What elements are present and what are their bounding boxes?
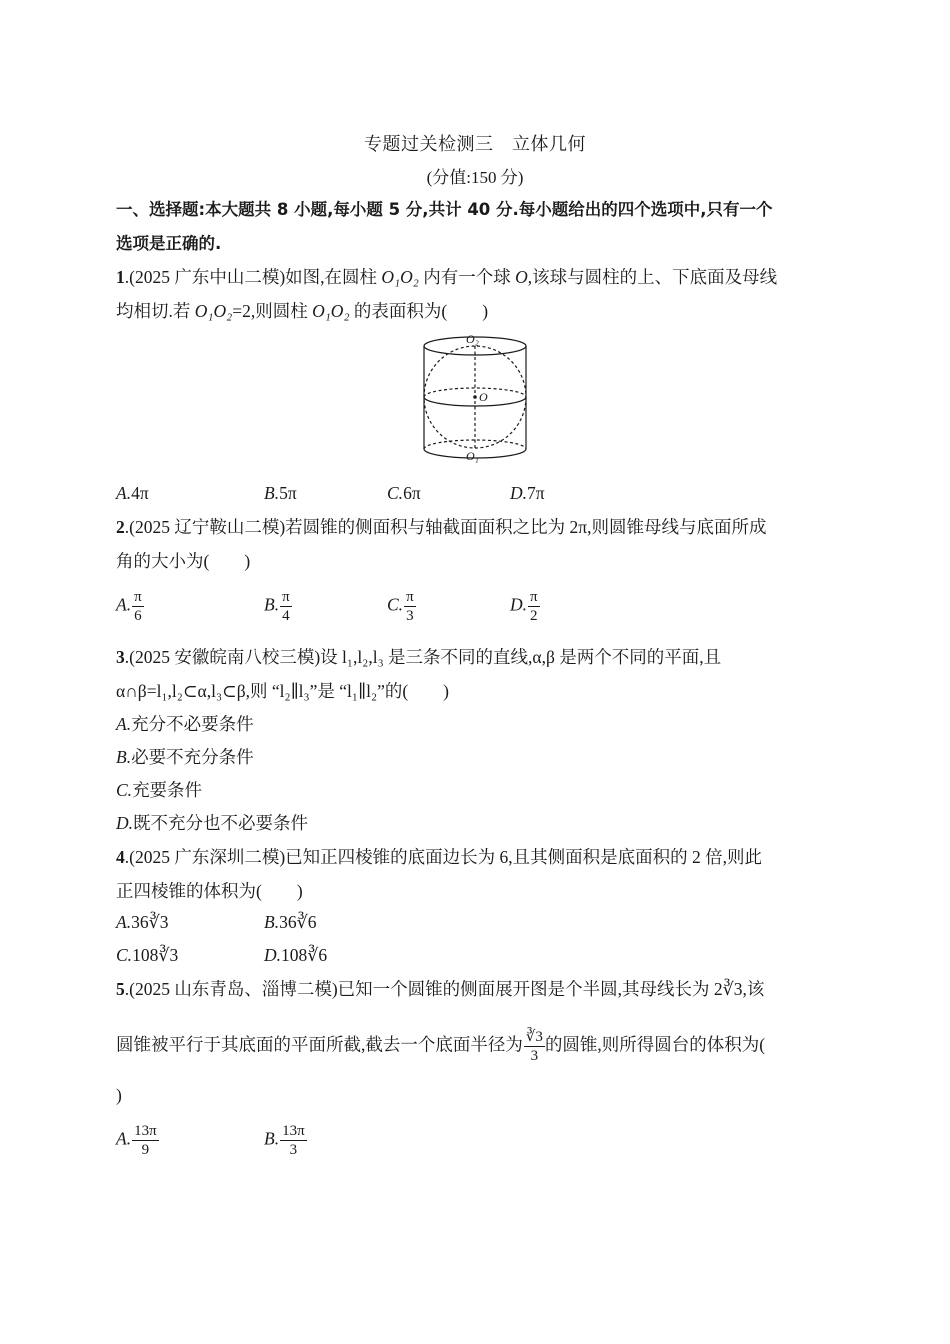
q4-option-a: A.36∛3 [116,912,169,932]
q1-line1 [116,265,777,289]
q4-option-c: C.108∛3 [116,945,179,965]
label-o1: O₁ [466,449,479,463]
q1-o1o2: O₁O₂ [381,267,419,287]
q3-option-c-value: 充要条件 [132,780,203,800]
q1-option-b-value: 5π [279,483,297,503]
q1-option-c-value: 6π [403,483,421,503]
q4-option-d-value: 108∛6 [281,945,328,965]
q1-text: 如图,在圆柱 [285,267,382,287]
q1-text: 内有一个球 [418,267,516,287]
q5-number: 5 [116,979,125,999]
q3-source: .(2025 安徽皖南八校三模) [124,647,321,667]
q2-line2: 角的大小为( ) [116,551,251,571]
cylinder-sphere-figure [420,329,530,467]
q5-b-den: 3 [289,1142,298,1158]
section-heading-line2: 选项是正确的. [116,234,222,253]
q5-source: .(2025 山东青岛、淄博二模) [124,979,338,999]
q4-option-a-value: 36∛3 [131,912,169,932]
q2-option-b: B. $\frac{\pi}{4}$ [264,589,290,624]
center-point [473,395,477,399]
q2-b-num: π [282,589,290,605]
q1-o1o2: O₁O₂ [312,301,350,321]
q3-line1 [116,645,721,669]
q1-source: .(2025 广东中山二模) [124,267,286,287]
q2-option-d: D. $\frac{\pi}{2}$ [510,589,538,624]
q1-option-b: B.5π [264,483,297,503]
q2-option-a: A. $\frac{\pi}{6}$ [116,589,142,624]
q2-line1 [116,515,767,539]
q3-option-d: D.既不充分也不必要条件 [116,813,309,833]
q2-d-den: 2 [530,608,538,624]
q5-option-a: A. $\frac{13\pi}{9}$ [116,1123,157,1158]
page-title: 专题过关检测三 立体几何 [364,134,586,155]
q2-text: 若圆锥的侧面积与轴截面面积之比为 2π,则圆锥母线与底面所成 [285,517,767,537]
q1-line2 [116,299,488,323]
q1-option-a: A.4π [116,483,149,503]
q3-option-b: B.必要不充分条件 [116,747,254,767]
q4-line2: 正四棱锥的体积为( ) [116,881,303,901]
q2-source: .(2025 辽宁鞍山二模) [124,517,286,537]
q1-o: O [515,267,528,287]
q3-option-a-value: 充分不必要条件 [131,714,254,734]
q2-d-num: π [530,589,538,605]
q4-text: 已知正四棱锥的底面边长为 6,且其侧面积是底面积的 2 倍,则此 [285,847,763,867]
q1-o1o2: O₁O₂ [194,301,233,321]
q5-line2 [116,1028,765,1065]
q1-option-a-value: 4π [131,483,149,503]
q5-text: 圆锥被平行于其底面的平面所截,截去一个底面半径为 [116,1034,523,1055]
q1-text: ,该球与圆柱的上、下底面及母线 [527,267,778,287]
q1-option-d-value: 7π [527,483,545,503]
q5-text: 的圆锥,则所得圆台的体积为( [544,1034,766,1055]
q4-option-d: D.108∛6 [264,945,328,965]
q1-text: 的表面积为( ) [349,301,489,321]
q5-line3: ) [116,1085,122,1105]
q5-frac-num: ∛3 [525,1029,543,1045]
q5-a-num: 13π [134,1123,157,1139]
q2-a-den: 6 [134,608,142,624]
q5-line1 [116,977,764,1001]
q3-text: 设 l₁,l₂,l₃ 是三条不同的直线,α,β 是两个不同的平面,且 [320,647,722,667]
q1-text: 均相切.若 [116,301,195,321]
q3-option-a: A.充分不必要条件 [116,714,254,734]
q3-number: 3 [116,647,125,667]
q4-option-b: B.36∛6 [264,912,317,932]
q2-a-num: π [134,589,142,605]
q4-number: 4 [116,847,125,867]
q4-option-c-value: 108∛3 [132,945,179,965]
q1-option-c: C.6π [387,483,421,503]
q2-option-c: C. $\frac{\pi}{3}$ [387,589,414,624]
score-note: (分值:150 分) [426,168,524,187]
q1-text: =2,则圆柱 [232,301,313,321]
q1-option-d: D.7π [510,483,545,503]
q2-c-den: 3 [406,608,414,624]
q5-b-num: 13π [282,1123,305,1139]
q5-text: 已知一个圆锥的侧面展开图是个半圆,其母线长为 2∛3,该 [337,979,765,999]
q5-frac-den: 3 [530,1048,539,1064]
q2-number: 2 [116,517,125,537]
label-o2: O₂ [466,332,479,346]
label-o: O [479,390,488,404]
q3-option-d-value: 既不充分也不必要条件 [133,813,309,833]
q3-line2: α∩β=l₁,l₂⊂α,l₃⊂β,则 “l₂∥l₃”是 “l₁∥l₂”的( ) [116,681,449,701]
q3-option-c: C.充要条件 [116,780,203,800]
section-heading-line1: 一、选择题:本大题共 8 小题,每小题 5 分,共计 40 分.每小题给出的四个选项中,只有一个 [116,200,773,219]
q1-number: 1 [116,267,125,287]
q2-c-num: π [406,589,414,605]
q5-option-b: B. $\frac{13\pi}{3}$ [264,1123,305,1158]
q4-option-b-value: 36∛6 [279,912,317,932]
q5-a-den: 9 [141,1142,150,1158]
q4-source: .(2025 广东深圳二模) [124,847,286,867]
q3-option-b-value: 必要不充分条件 [131,747,254,767]
q2-b-den: 4 [282,608,290,624]
q4-line1 [116,845,762,869]
